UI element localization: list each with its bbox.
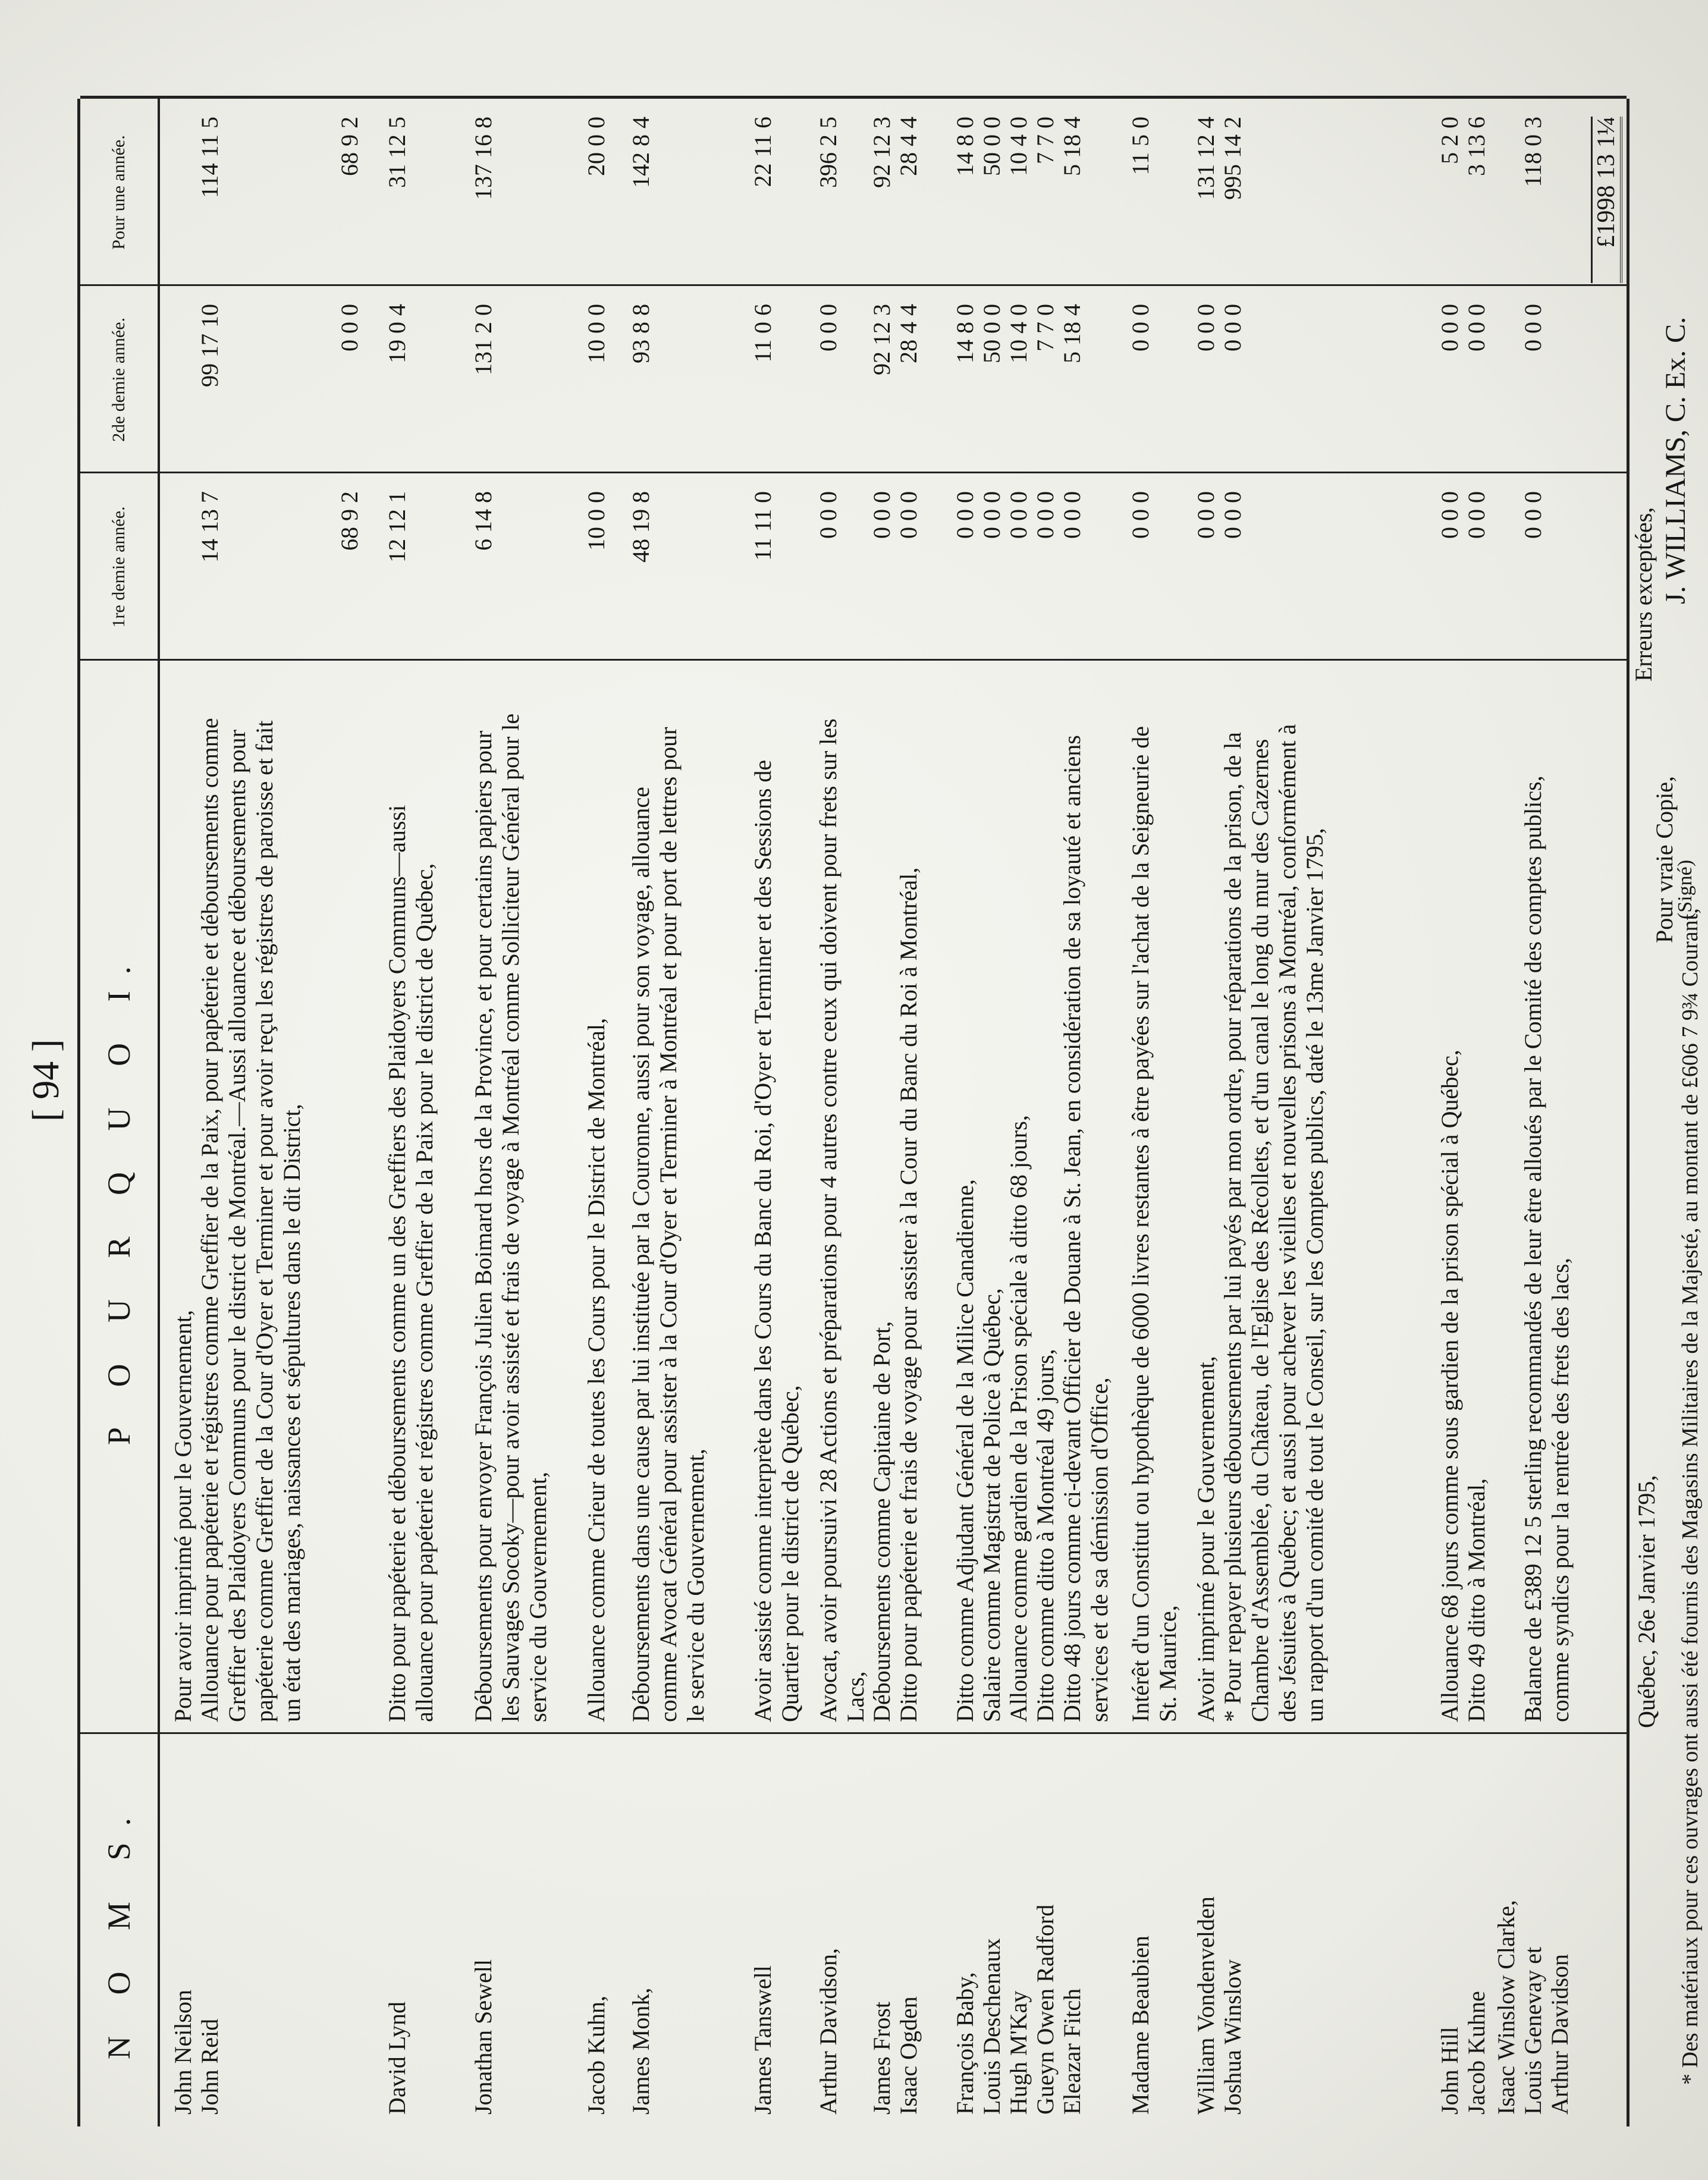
row-amount-b: 99 17 10 [196,304,223,387]
header-second-half: 2de demie année. [80,286,160,473]
row-name: Arthur Davidson [1546,1954,1573,2115]
row-amount-c: 396 2 5 [815,117,842,188]
row-amount-b: 7 7 0 [1032,304,1059,351]
column-divider [80,472,1627,473]
row-amount-b: 0 0 0 [336,304,363,351]
row-amount-a: 68 9 2 [336,491,363,551]
row-name: Louis Deschenaux [978,1938,1005,2115]
row-amount-a: 0 0 0 [815,491,842,539]
footnote: * Des matériaux pour ces ouvrages ont aussi été fournis des Magasins Militaires de la Majesté, au montant de £606 7 9¾ Courant, [1678,908,1703,2085]
row-name: Gueyn Owen Radford [1032,1904,1059,2115]
row-amount-c: 114 11 5 [196,117,223,199]
row-amount-a: 6 14 8 [470,491,497,551]
row-amount-b: 5 18 4 [1059,304,1085,363]
row-amount-c: 50 0 0 [978,117,1005,176]
row-name: John Neilson [169,1990,196,2115]
row-name: John Hill [1436,2027,1463,2115]
row-amount-a: 0 0 0 [1192,491,1219,539]
row-amount-a: 12 12 1 [384,491,410,563]
row-description: Ditto comme Adjudant Général de la Milice Canadienne, [952,1179,978,1722]
row-amount-a: 10 0 0 [583,491,610,551]
grand-total: £1998 13 1¼ [1591,117,1622,283]
footer-copy: Pour vraie Copie, [1651,775,1678,943]
row-amount-a: 0 0 0 [1463,491,1490,539]
row-description: Avocat, avoir poursuivi 28 Actions et préparations pour 4 autres contre ceux qui doivent pour frets sur les Lacs, [815,718,869,1722]
column-divider [80,659,1627,661]
header-first-half: 1re demie année. [80,473,160,661]
row-amount-b: 19 0 4 [384,304,410,363]
row-amount-a: 0 0 0 [1219,491,1246,539]
row-amount-a: 0 0 0 [1127,491,1154,539]
row-description: Déboursements dans une cause par lui instituée par la Couronne, aussi pour son voyage, allouance comme Avocat Général pour assister à la Cour d'Oyer et Terminer à Montréal et pour port de lettres pour le service du Gouvernement, [627,727,709,1722]
row-amount-c: 92 12 3 [868,117,895,188]
row-name: Isaac Winslow Clarke, [1493,1900,1519,2115]
row-amount-c: 3 13 6 [1463,117,1490,176]
row-amount-c: 14 8 0 [952,117,978,176]
row-description: Pour avoir imprimé pour le Gouvernement, [169,1309,196,1722]
row-name: Eleazar Fitch [1059,1988,1085,2115]
row-description: Salaire comme Magistrat de Police à Québec, [978,1288,1005,1722]
row-amount-c: 7 7 0 [1032,117,1059,164]
row-description: Intérêt d'un Constitut ou hypothèque de 6000 livres restantes à être payées sur l'achat de la Seigneurie de St. Maurice, [1127,726,1181,1722]
row-name: Louis Genevay et [1519,1946,1546,2115]
footer-signed: (Signé) [1674,859,1696,919]
row-name: Isaac Ogden [895,1996,922,2115]
row-amount-b: 0 0 0 [1127,304,1154,351]
row-amount-c: 10 4 0 [1005,117,1032,176]
row-amount-c: 11 5 0 [1127,117,1154,175]
row-amount-c: 995 14 2 [1219,117,1246,200]
row-description: * Pour repayer plusieurs déboursements par lui payés par mon ordre, pour réparations de la prison, de la Chambre d'Assemblée, du Château, de l'Eglise des Récollets, et d'un canal le long du mur des Cazernes des Jésuites à Québec; et aussi pour achever les vieilles et nouvelles prisons à Montréal, conformément à un rapport d'un comité de tout le Conseil, sur les Comptes publics, daté le 13me Janvier 1795, [1219,724,1328,1722]
row-name: David Lynd [384,2002,410,2115]
row-amount-b: 0 0 0 [1192,304,1219,351]
row-description: Allouance comme gardien de la Prison spéciale à ditto 68 jours, [1005,1115,1032,1722]
row-amount-b: 50 0 0 [978,304,1005,363]
row-name: Jacob Kuhne [1463,1991,1490,2115]
row-description: Ditto pour papéterie et déboursements comme un des Greffiers des Plaidoyers Communs—aussi allouance pour papéterie et régistres comme Greffier de la Paix pour le district de Québec, [384,805,438,1722]
row-amount-b: 28 4 4 [895,304,922,363]
row-amount-c: 5 2 0 [1436,117,1463,164]
row-description: Déboursements comme Capitaine de Port, [868,1321,895,1722]
row-amount-b: 10 4 0 [1005,304,1032,363]
row-description: Avoir assisté comme interprète dans les Cours du Banc du Roi, d'Oyer et Terminer et des Sessions de Quartier pour le district de Québec, [749,759,803,1722]
row-amount-c: 22 11 6 [749,117,776,187]
row-amount-a: 0 0 0 [1032,491,1059,539]
column-divider [80,1732,1627,1734]
row-name: John Reid [196,2018,223,2115]
row-name: James Tanswell [749,1965,776,2115]
row-name: William Vondenvelden [1192,1896,1219,2115]
row-description: Ditto 48 jours comme ci-devant Officier de Douane à St. Jean, en considération de sa loyauté et anciens services et de sa démission d'Office, [1059,735,1113,1722]
row-description: Allouance 68 jours comme sous gardien de la prison spécial à Québec, [1436,1050,1463,1722]
row-amount-b: 0 0 0 [1436,304,1463,351]
row-amount-c: 31 12 5 [384,117,410,188]
row-amount-b: 0 0 0 [1463,304,1490,351]
row-description: Ditto pour papéterie et frais de voyage pour assister à la Cour du Banc du Roi à Montréal, [895,867,922,1722]
row-amount-a: 11 11 0 [749,491,776,561]
row-amount-a: 0 0 0 [978,491,1005,539]
row-amount-c: 5 18 4 [1059,117,1085,176]
row-description: Allouance pour papéterie et régistres comme Greffier de la Paix, pour papéterie et déboursements comme Greffier des Plaidoyers Communs pour le district de Montréal.—Aussi allouance et déboursements pour papéterie comme Greffier de la Cour d'Oyer et Terminer et pour avoir reçu les régistres de paroisse et fait un état des mariages, naissances et sépultures dans le dit District, [196,718,305,1722]
row-description: Allouance comme Crieur de toutes les Cours pour le District de Montréal, [583,1017,610,1722]
row-name: Jacob Kuhn, [583,1996,610,2115]
header-full-year: Pour une année. [80,99,160,286]
row-amount-a: 0 0 0 [1519,491,1546,539]
row-description: Balance de £389 12 5 sterling recommandés de leur être alloués par le Comité des comptes publics, comme syndics pour la rentrée des frets des lacs, [1519,775,1574,1722]
page-number: [ 94 ] [24,1039,67,1122]
row-amount-b: 93 8 8 [627,304,654,363]
row-amount-c: 28 4 4 [895,117,922,176]
footer-errors: Erreurs exceptées, [1630,507,1657,681]
accounts-table [77,99,1629,2126]
row-amount-c: 131 12 4 [1192,117,1219,200]
row-amount-a: 14 13 7 [196,491,223,563]
row-amount-b: 14 8 0 [952,304,978,363]
row-amount-c: 142 8 4 [627,117,654,188]
row-amount-c: 20 0 0 [583,117,610,176]
row-amount-c: 118 0 3 [1519,117,1546,187]
row-amount-b: 0 0 0 [1219,304,1246,351]
row-name: Hugh M'Kay [1005,1990,1032,2115]
row-description: Ditto comme ditto à Montréal 49 jours, [1032,1349,1059,1722]
row-amount-b: 92 12 3 [868,304,895,375]
row-description: Déboursements pour envoyer François Julien Boimard hors de la Province, et pour certains papiers pour les Sauvages Socoky—pour avoir assisté et frais de voyage à Montréal comme Solliciteur Général pour le service du Gouvernement, [470,713,551,1722]
row-amount-c: 137 16 8 [470,117,497,200]
row-amount-a: 0 0 0 [1005,491,1032,539]
header-noms: N O M S. [80,1734,160,2126]
row-description: Ditto 49 ditto à Montréal, [1463,1478,1490,1722]
row-amount-a: 0 0 0 [1059,491,1085,539]
column-divider [80,96,1627,99]
header-pourquoi: P O U R Q U O I. [80,661,160,1734]
row-amount-b: 11 0 6 [749,304,776,363]
row-name: François Baby, [952,1972,978,2115]
row-amount-a: 0 0 0 [952,491,978,539]
row-amount-a: 0 0 0 [868,491,895,539]
row-name: James Frost [868,2002,895,2115]
row-name: Madame Beaubien [1127,1936,1154,2115]
row-amount-c: 68 9 2 [336,117,363,176]
row-name: James Monk, [627,1987,654,2115]
row-amount-a: 0 0 0 [1436,491,1463,539]
footer-place-date: Québec, 26e Janvier 1795, [1633,1475,1660,1728]
row-name: Joshua Winslow [1219,1959,1246,2115]
row-amount-b: 131 2 0 [470,304,497,375]
row-description: Avoir imprimé pour le Gouvernement, [1192,1356,1219,1722]
row-name: Jonathan Sewell [470,1959,497,2115]
row-amount-a: 48 19 8 [627,491,654,563]
row-name: Arthur Davidson, [815,1948,842,2115]
row-amount-b: 0 0 0 [815,304,842,351]
row-amount-a: 0 0 0 [895,491,922,539]
row-amount-b: 10 0 0 [583,304,610,363]
column-divider [80,284,1627,286]
row-amount-b: 0 0 0 [1519,304,1546,351]
footer-signature: J. WILLIAMS, C. Ex. C. [1660,316,1691,604]
